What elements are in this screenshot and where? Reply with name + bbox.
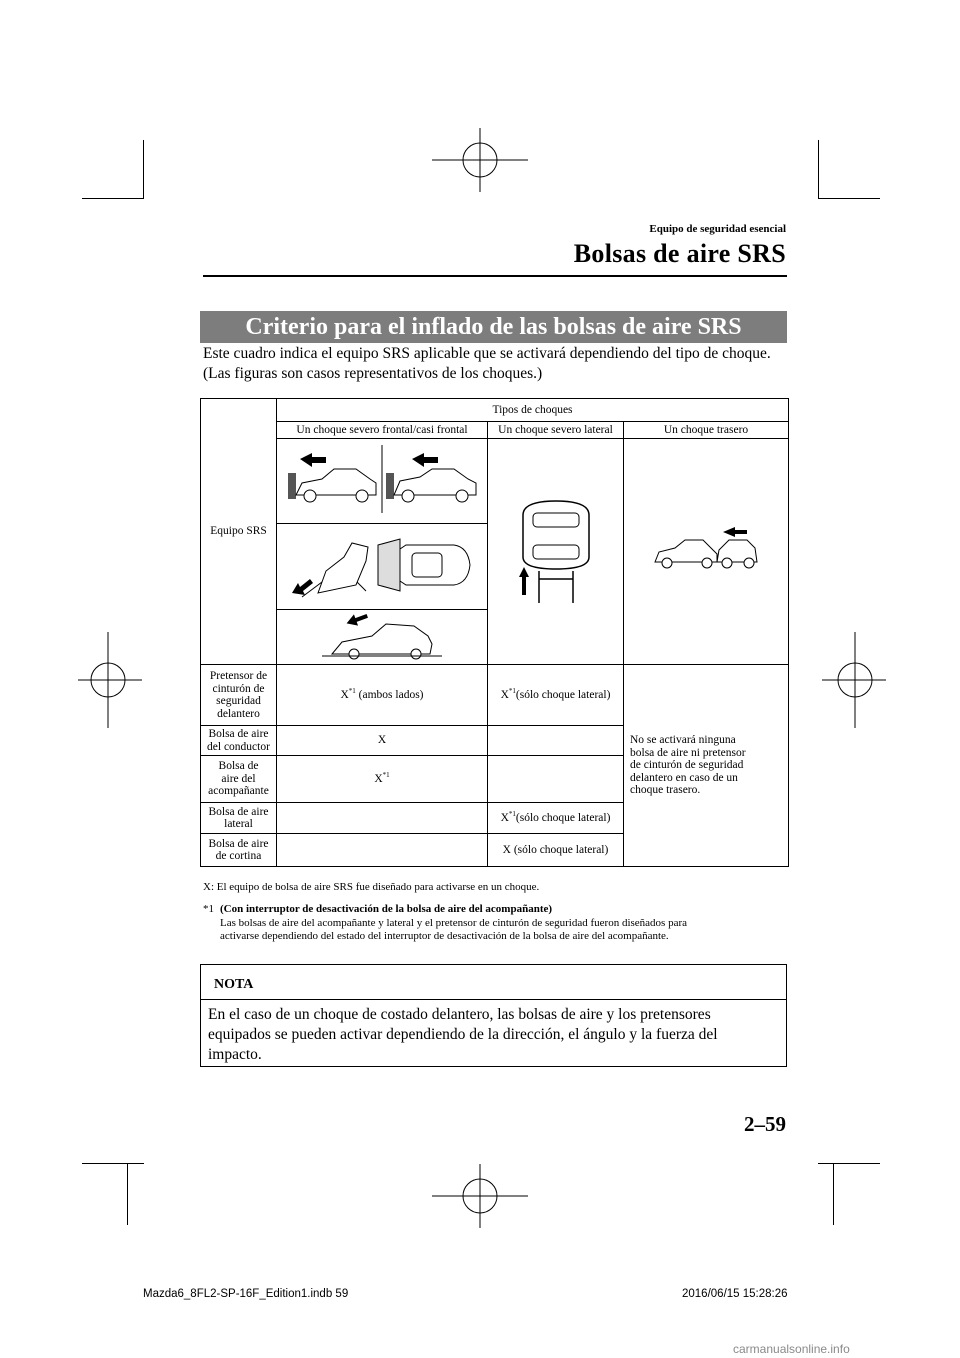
angled-collision-illustration: [282, 527, 482, 603]
cell-side-frontal: [277, 803, 488, 834]
rear-collision-illustration: [651, 524, 761, 576]
footnote-star-mark: *1: [203, 903, 214, 915]
intro-line-1: Este cuadro indica el equipo SRS aplicable que se activará dependiendo del tipo de choque.: [203, 345, 771, 362]
cell-rear-note: No se activará ninguna bolsa de aire ni pretensor de cinturón de seguridad delantero en caso de un choque trasero.: [624, 665, 789, 867]
note-body: En el caso de un choque de costado delantero, las bolsas de aire y los pretensores equipados se pueden activar dependiendo de la dirección, el ángulo y la fuerza del impacto.: [208, 1006, 718, 1063]
cell-passenger-lateral: [488, 756, 624, 803]
frontal-illustration-1: [277, 439, 488, 524]
cell-pretensioner-frontal: $X^{*1}$ (ambos lados): [277, 665, 488, 726]
topic-banner: Criterio para el inflado de las bolsas de aire SRS: [200, 311, 787, 343]
srs-criteria-table: [200, 398, 789, 867]
cell-side-lateral: $X^{*1}(sólo$ choque lateral): [488, 803, 624, 834]
rear-illustration: [624, 439, 789, 665]
row-label-passenger-airbag: Bolsa de aire del acompañante: [201, 756, 277, 803]
equipment-header: Equipo SRS: [201, 399, 277, 665]
note-box: [200, 964, 787, 1067]
row-label-driver-airbag: Bolsa de aire del conductor: [201, 726, 277, 756]
column-frontal: Un choque severo frontal/casi frontal: [277, 422, 488, 439]
footnote-star-body: Las bolsas de aire del acompañante y lateral y el pretensor de cinturón de seguridad fueron diseñados para activarse dependiendo del estado del interruptor de desactivación de la bolsa de aire del acompañante.: [220, 917, 688, 942]
column-lateral: Un choque severo lateral: [488, 422, 624, 439]
frontal-illustration-2: [277, 524, 488, 610]
section-title: Bolsas de aire SRS: [573, 239, 786, 268]
registration-mark-right: [822, 632, 886, 728]
registration-mark-left: [78, 632, 142, 728]
intro-line-2: (Las figuras son casos representativos de los choques.): [203, 365, 543, 382]
intro-text: [203, 344, 793, 384]
cell-curtain-frontal: [277, 834, 488, 867]
header-rule: [203, 275, 787, 277]
frontal-illustration-3: [277, 610, 488, 665]
cell-driver-frontal: X: [277, 726, 488, 756]
footnote-star-title: (Con interruptor de desactivación de la bolsa de aire del acompañante): [220, 903, 553, 915]
registration-mark-bottom: [432, 1164, 528, 1228]
footnote-x: X: El equipo de bolsa de aire SRS fue diseñado para activarse en un choque.: [203, 881, 540, 893]
chapter-title: Equipo de seguridad esencial: [649, 223, 786, 235]
offset-collision-illustration: [282, 610, 482, 660]
slug-date: 2016/06/15 15:28:26: [682, 1288, 788, 1300]
row-label-side-airbag: Bolsa de aire lateral: [201, 803, 277, 834]
lateral-illustration: [488, 439, 624, 665]
row-label-curtain-airbag: Bolsa de aire de cortina: [201, 834, 277, 867]
side-collision-illustration: [501, 495, 611, 605]
row-label-front-pretensioner: Pretensor de cinturón de seguridad delantero: [201, 665, 277, 726]
cell-pretensioner-lateral: $X^{*1}(sólo$ choque lateral): [488, 665, 624, 726]
watermark: carmanualsonline.info: [733, 1342, 850, 1356]
column-rear: Un choque trasero: [624, 422, 789, 439]
note-divider: [201, 999, 786, 1000]
frontal-collision-illustration: [282, 443, 482, 515]
registration-mark-top: [432, 128, 528, 192]
slug-file: Mazda6_8FL2-SP-16F_Edition1.indb 59: [143, 1288, 349, 1300]
cell-driver-lateral: [488, 726, 624, 756]
page-number: 2–59: [744, 1112, 786, 1136]
note-title: NOTA: [214, 977, 254, 992]
cell-passenger-frontal: $X^{*1}$: [277, 756, 488, 803]
crash-types-header: Tipos de choques: [277, 399, 789, 422]
cell-curtain-lateral: X (sólo choque lateral): [488, 834, 624, 867]
